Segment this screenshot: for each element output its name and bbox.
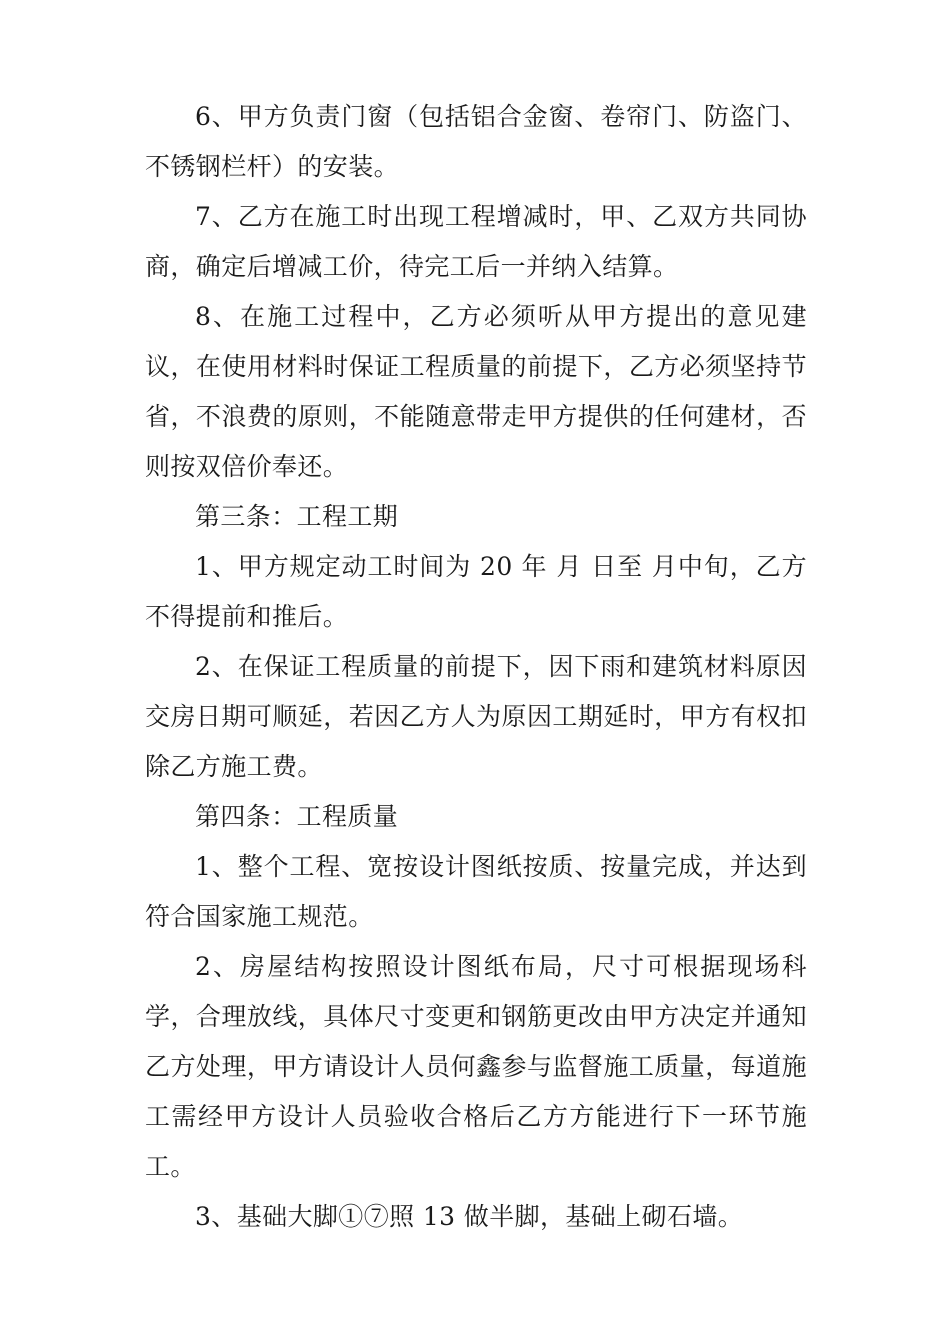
- clause-6-door-window-installation: 6、甲方负责门窗（包括铝合金窗、卷帘门、防盗门、不锈钢栏杆）的安装。: [145, 102, 807, 181]
- document-page: [145, 92, 807, 1242]
- clause-8-material-use: 8、在施工过程中，乙方必须听从甲方提出的意见建议，在使用材料时保证工程质量的前提下，乙方必须坚持节省，不浪费的原则，不能随意带走甲方提供的任何建材，否则按双倍价奉还。: [145, 302, 807, 481]
- section-heading-quality: 第四条：工程质量: [195, 802, 399, 831]
- clause-7-quantity-changes: 7、乙方在施工时出现工程增减时，甲、乙双方共同协商，确定后增减工价，待完工后一并纳入结算。: [145, 202, 807, 281]
- section-heading-schedule: 第三条：工程工期: [195, 502, 399, 531]
- schedule-clause-1-start-time: 1、甲方规定动工时间为 20 年 月 日至 月中旬，乙方不得提前和推后。: [145, 552, 807, 631]
- quality-clause-2-structure: 2、房屋结构按照设计图纸布局，尺寸可根据现场科学，合理放线，具体尺寸变更和钢筋更改由甲方决定并通知乙方处理，甲方请设计人员何鑫参与监督施工质量，每道施工需经甲方设计人员验收合格后乙方方能进行下一环节施工。: [145, 952, 807, 1181]
- schedule-clause-2-delay: 2、在保证工程质量的前提下，因下雨和建筑材料原因交房日期可顺延，若因乙方人为原因工期延时，甲方有权扣除乙方施工费。: [145, 652, 807, 781]
- quality-clause-3-foundation: 3、基础大脚①⑦照 13 做半脚，基础上砌石墙。: [195, 1202, 744, 1231]
- quality-clause-1-standards: 1、整个工程、宽按设计图纸按质、按量完成，并达到符合国家施工规范。: [145, 852, 807, 931]
